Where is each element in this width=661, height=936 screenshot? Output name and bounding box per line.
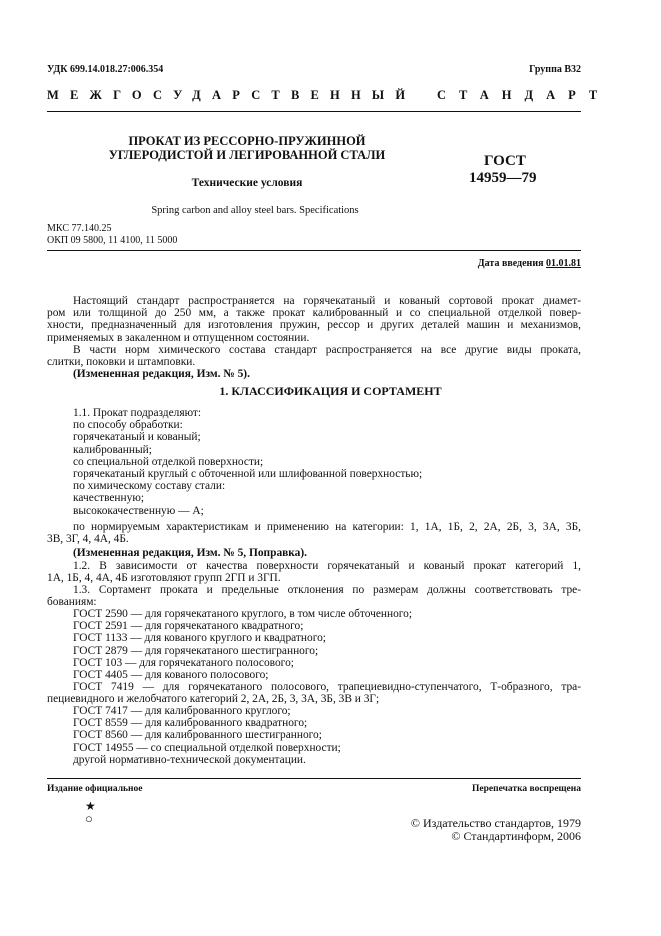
list-item: ГОСТ 2879 — для горячекатаного шестигранного; — [73, 644, 319, 657]
text-line: высококачественную — А; — [73, 504, 204, 517]
list-item: ГОСТ 2590 — для горячекатаного круглого, в том числе обточенного; — [73, 608, 413, 620]
list-item: ГОСТ 4405 — для кованого полосового; — [73, 669, 269, 682]
gost-reference-list — [47, 608, 581, 681]
intro-amendment-note: (Измененная редакция, Изм. № 5). — [73, 368, 250, 380]
clause-1-1 — [47, 407, 581, 517]
text-line: 1А, 1Б, 4, 4А, 4Б изготовляют групп 2ГП и 3ГП. — [47, 572, 281, 585]
title-line-2: УГЛЕРОДИСТОЙ И ЛЕГИРОВАННОЙ СТАЛИ — [108, 148, 386, 162]
udk-code: УДК 699.14.018.27:006.354 — [47, 64, 164, 75]
text-line: калиброванный; — [73, 443, 152, 456]
text-line: Настоящий стандарт распространяется на горячекатаный и кованый сортовой прокат диамет- — [73, 295, 581, 307]
list-item: ГОСТ 2591 — для горячекатаного квадратного; — [73, 620, 304, 633]
list-item: ГОСТ 7417 — для калиброванного круглого; — [73, 705, 291, 717]
gost-7419-item — [47, 681, 581, 705]
intro-paragraph-1 — [47, 295, 581, 344]
list-item: ГОСТ 103 — для горячекатаного полосового; — [73, 656, 294, 669]
text-line: бованиям: — [47, 596, 97, 609]
okp-code: ОКП 09 5800, 11 4100, 11 5000 — [47, 235, 178, 246]
list-item: ГОСТ 8560 — для калиброванного шестигранного; — [73, 729, 322, 742]
text-line: горячекатаный и кованый; — [73, 431, 201, 444]
copyright-standartinform-2006: © Стандартинформ, 2006 — [451, 829, 581, 843]
text-line: горячекатаный круглый с обточенной или шлифованной поверхностью; — [73, 468, 423, 481]
star-icon: ★ — [85, 799, 96, 813]
effective-date-value: 01.01.81 — [546, 258, 581, 269]
list-item: ГОСТ 8559 — для калиброванного квадратного; — [73, 717, 308, 730]
text-line: по нормируемым характеристикам и применению на категории: 1, 1А, 1Б, 2, 2А, 2Б, 3, 3А, 3Б, — [73, 521, 581, 533]
text-line: хности, предназначенный для изготовления пружин, рессор и других деталей машин и механизмов, — [47, 319, 581, 332]
mks-code: МКС 77.140.25 — [47, 223, 112, 234]
title-block-rule — [47, 250, 581, 251]
document-subtitle: Технические условия — [191, 177, 303, 189]
text-line: слитки, поковки и штамповки. — [47, 356, 196, 369]
title-line-1: ПРОКАТ ИЗ РЕССОРНО-ПРУЖИННОЙ — [128, 134, 366, 148]
footer-rule — [47, 778, 581, 779]
list-item: другой нормативно-технической документации. — [73, 753, 306, 766]
text-line: применяемых в закаленном и отпущенном состоянии. — [47, 331, 310, 344]
circle-icon: ○ — [85, 811, 93, 826]
clause-1-3 — [47, 584, 581, 608]
text-line: по способу обработки: — [73, 419, 183, 432]
header-rule — [47, 111, 581, 112]
official-edition-label: Издание официальное — [47, 784, 143, 794]
intro-paragraph-2 — [47, 344, 581, 368]
text-line: В части норм химического состава стандарт распространяется на все другие виды проката, — [73, 344, 581, 356]
standard-type-word2: СТАНДАРТ — [437, 88, 611, 102]
clause-1-2 — [47, 560, 581, 584]
effective-date-label: Дата введения — [477, 258, 544, 269]
copyright-publisher-1979: © Издательство стандартов, 1979 — [410, 816, 581, 830]
text-line: по химическому составу стали: — [73, 480, 226, 493]
text-line: со специальной отделкой поверхности; — [73, 455, 264, 468]
text-line: 1.3. Сортамент проката и предельные отклонения по размерам должны соответствовать тре- — [73, 584, 581, 596]
english-title: Spring carbon and alloy steel bars. Specifications — [151, 205, 359, 216]
gost-label: ГОСТ — [484, 153, 526, 169]
clause-1-1-amendment-note: (Измененная редакция, Изм. № 5, Поправка). — [73, 547, 308, 559]
text-line: качественную; — [73, 492, 144, 505]
text-line: 1.2. В зависимости от качества поверхности горячекатаный и кованый прокат категорий 1, — [73, 560, 581, 572]
gost-number: 14959—79 — [469, 170, 537, 186]
text-line: ром или толщиной до 250 мм, а также прокат калиброванный и со специальной отделкой повер- — [47, 307, 581, 320]
effective-date — [478, 258, 581, 269]
text-line: ГОСТ 7419 — для горячекатаного полосового, трапециевидно-ступенчатого, Т-образного, тра- — [73, 681, 581, 693]
list-item: ГОСТ 1133 — для кованого круглого и квадратного; — [73, 632, 326, 645]
section-1-heading: 1. КЛАССИФИКАЦИЯ И СОРТАМЕНТ — [219, 384, 442, 398]
reprint-prohibited-label: Перепечатка воспрещена — [471, 784, 581, 794]
standard-type-word1: МЕЖГОСУДАРСТВЕННЫЙ — [47, 88, 417, 102]
text-line: 1.1. Прокат подразделяют: — [73, 407, 202, 419]
text-line: пециевидного и желобчатого категорий 2, 2А, 2Б, 3, 3А, 3Б, 3В и 3Г; — [47, 693, 380, 706]
group-code: Группа В32 — [529, 64, 581, 75]
list-item: ГОСТ 14955 — со специальной отделкой поверхности; — [73, 741, 341, 754]
gost-reference-list-2 — [47, 705, 581, 766]
categories-paragraph — [47, 521, 581, 545]
text-line: 3В, 3Г, 4, 4А, 4Б. — [47, 533, 129, 546]
